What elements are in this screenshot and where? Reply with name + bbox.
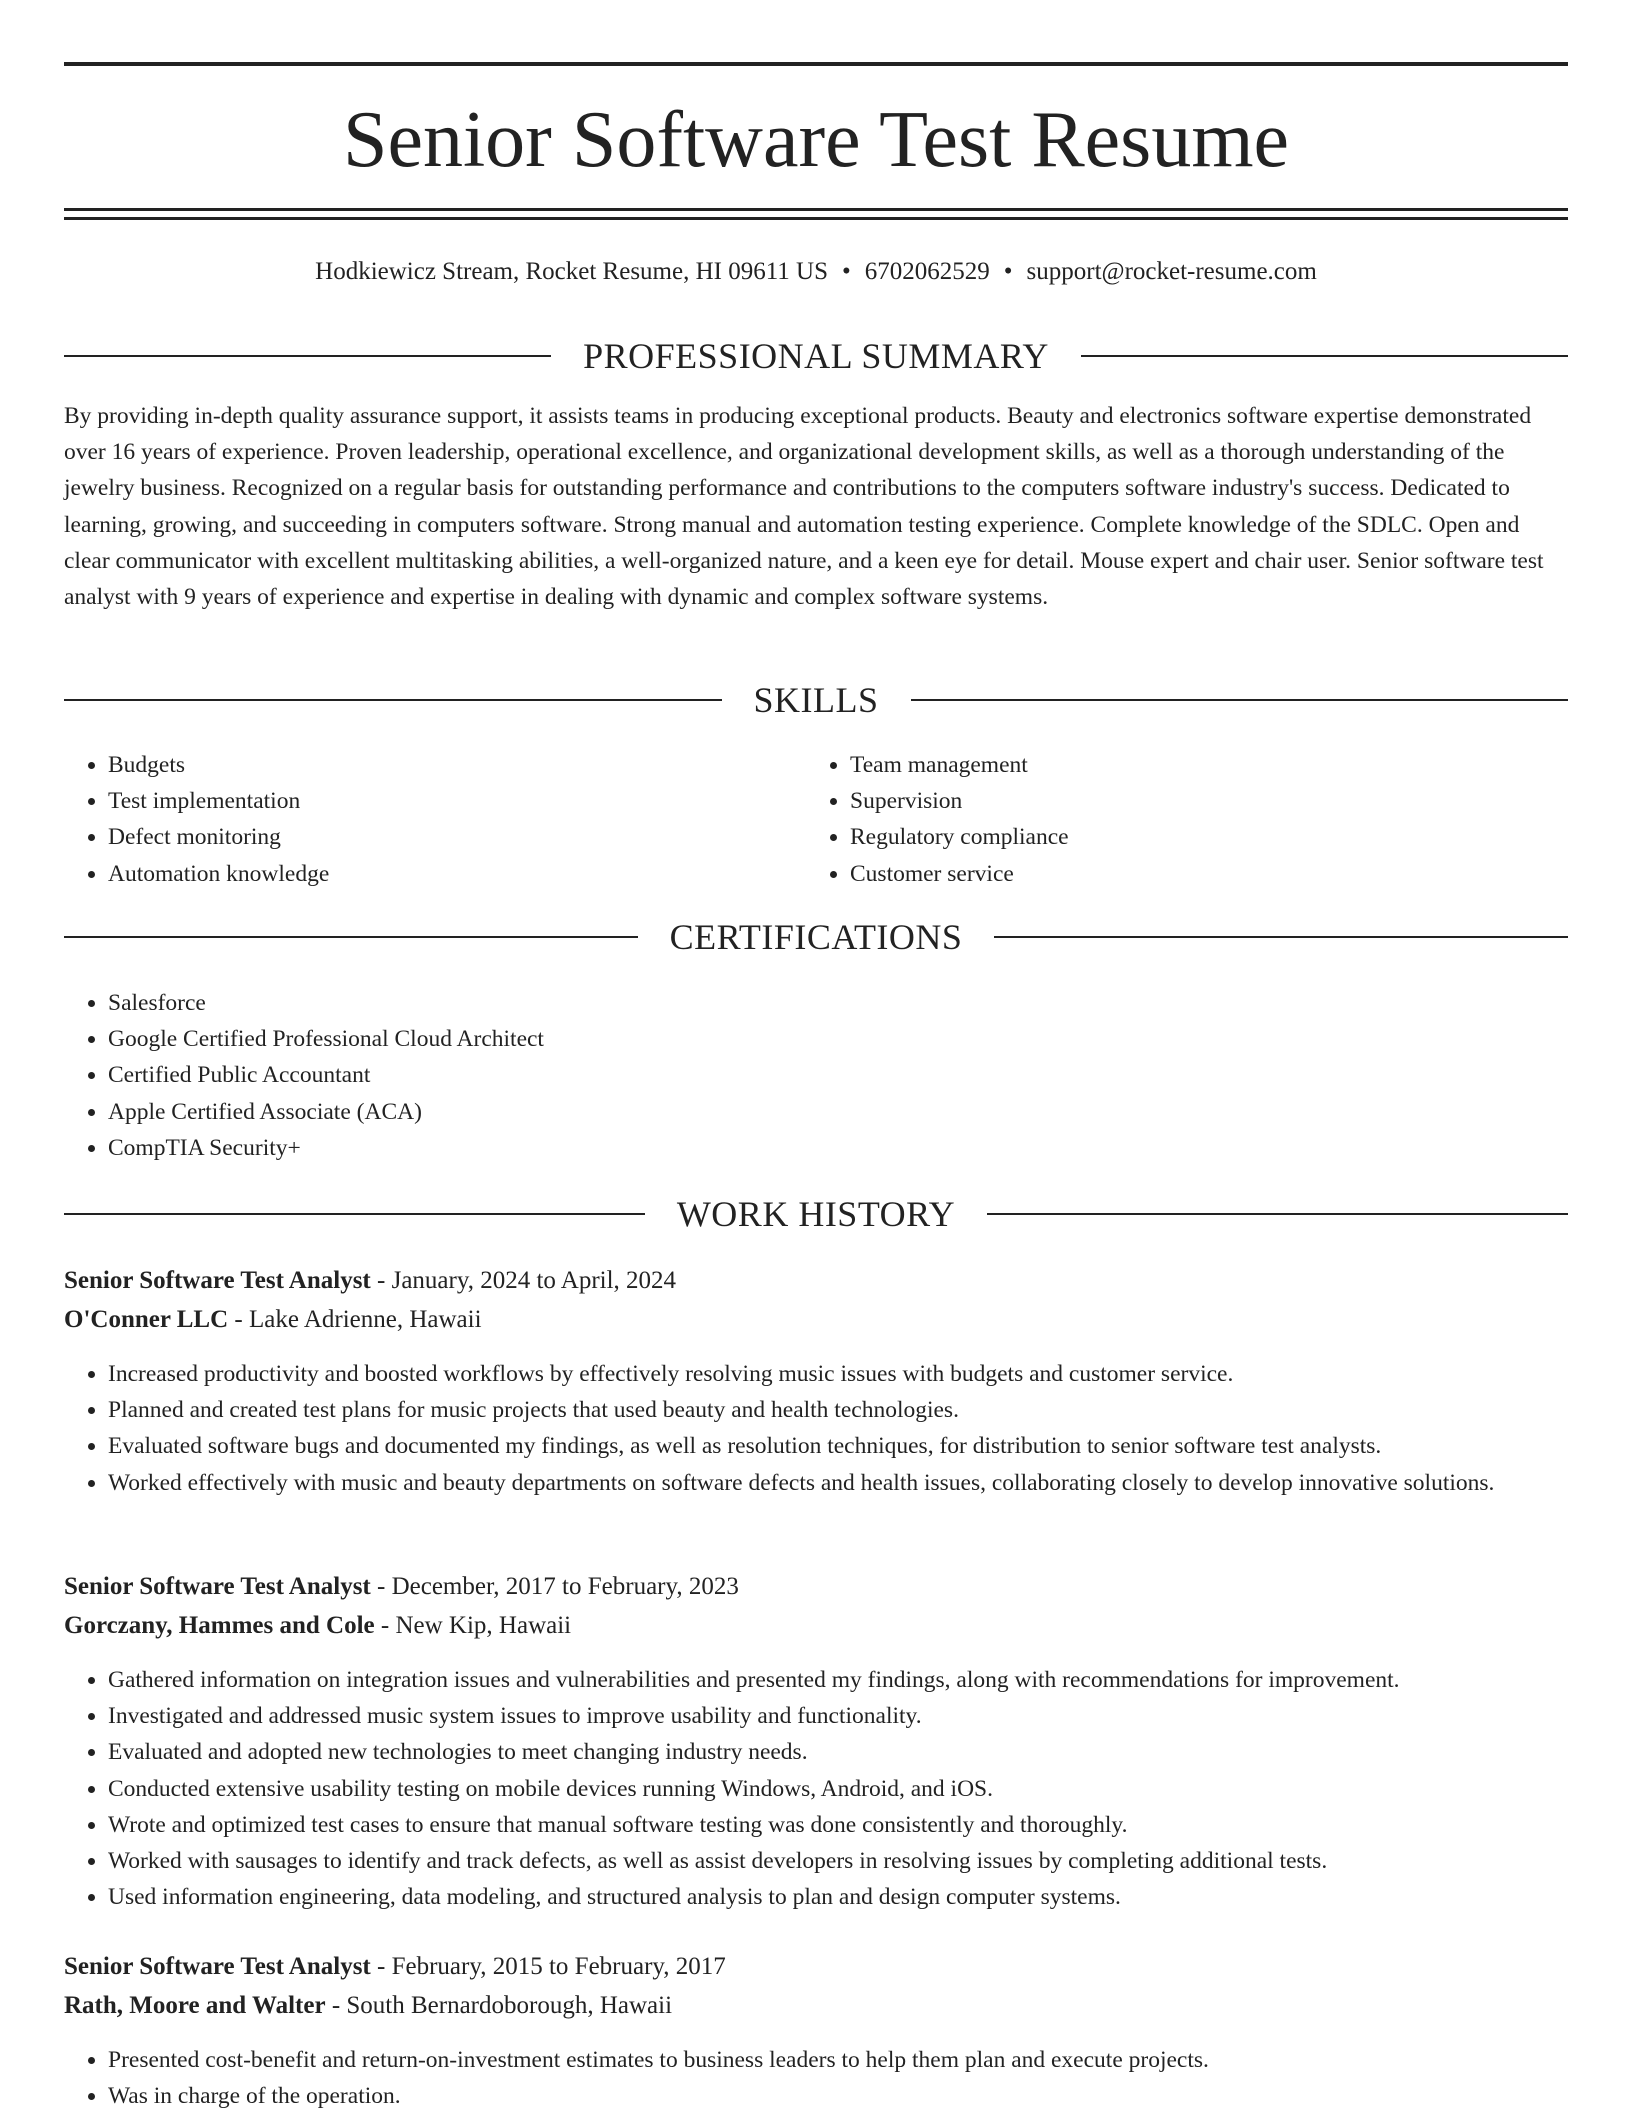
contact-separator: • bbox=[1003, 258, 1013, 285]
contact-line bbox=[64, 254, 1568, 290]
contact-address: Hodkiewicz Stream, Rocket Resume, HI 09611 US bbox=[315, 258, 829, 285]
certifications-heading bbox=[64, 917, 1568, 957]
job-bullet: • Worked with sausages to identify and track defects, as well as assist developers in resolving issues by completing additional tests. bbox=[108, 1843, 1548, 1879]
certification-item: • CompTIA Security+ bbox=[108, 1130, 1548, 1166]
certification-item: • Google Certified Professional Cloud Architect bbox=[108, 1021, 1548, 1057]
job-bullet: • Increased productivity and boosted workflows by effectively resolving music issues with budgets and customer service. bbox=[108, 1356, 1548, 1392]
job-company: O'Conner LLC bbox=[64, 1306, 229, 1333]
job-title-line: Senior Software Test Analyst - January, 2024 to April, 2024 bbox=[64, 1267, 677, 1294]
heading-rule bbox=[64, 1213, 645, 1215]
skill-item: • Customer service bbox=[850, 856, 1550, 892]
summary-text: By providing in-depth quality assurance support, it assists teams in producing exceptional products. Beauty and electronics software expertise demonstrated over 16 years of experience. Proven leadership, operational excellence, and organizational development skills, as well as a thorough understanding of the jewelry business. Recognized on a regular basis for outstanding performance and contributions to the computers software industry's success. Dedicated to learning, growing, and succeeding in computers software. Strong manual and automation testing experience. Complete knowledge of the SDLC. Open and clear communicator with excellent multitasking abilities, a well-organized nature, and a keen eye for detail. Mouse expert and chair user. Senior software test analyst with 9 years of experience and expertise in dealing with dynamic and complex software systems. bbox=[64, 403, 1544, 611]
work-heading-label: WORK HISTORY bbox=[676, 1194, 956, 1234]
certification-item: • Certified Public Accountant bbox=[108, 1057, 1548, 1093]
job-title-line: Senior Software Test Analyst - December, 2017 to February, 2023 bbox=[64, 1573, 739, 1600]
skill-item: • Defect monitoring bbox=[108, 819, 808, 855]
job-bullet: • Evaluated and adopted new technologies to meet changing industry needs. bbox=[108, 1734, 1548, 1770]
job-dates: December, 2017 to February, 2023 bbox=[391, 1573, 739, 1600]
summary-heading-label: PROFESSIONAL SUMMARY bbox=[583, 336, 1049, 376]
skill-item: • Test implementation bbox=[108, 783, 808, 819]
skill-item: • Supervision bbox=[850, 783, 1550, 819]
heading-rule bbox=[64, 699, 722, 701]
job-bullet: • Gathered information on integration issues and vulnerabilities and presented my findings, along with recommendations for improvement. bbox=[108, 1662, 1548, 1698]
job-bullet: • Conducted extensive usability testing on mobile devices running Windows, Android, and iOS. bbox=[108, 1771, 1548, 1807]
certification-item: • Salesforce bbox=[108, 985, 1548, 1021]
skill-item: • Regulatory compliance bbox=[850, 819, 1550, 855]
job-title: Senior Software Test Analyst bbox=[64, 1573, 371, 1600]
title-double-rule bbox=[64, 208, 1568, 220]
job-bullets bbox=[64, 2042, 1548, 2114]
contact-phone: 6702062529 bbox=[864, 258, 990, 285]
skills-heading bbox=[64, 680, 1568, 720]
job-location: South Bernardoborough, Hawaii bbox=[346, 1992, 673, 2019]
certifications-list bbox=[64, 985, 1548, 1166]
job-bullet: • Investigated and addressed music system issues to improve usability and functionality. bbox=[108, 1698, 1548, 1734]
job-location: New Kip, Hawaii bbox=[395, 1612, 572, 1639]
skills-list-left bbox=[64, 747, 808, 892]
contact-email[interactable]: support@rocket-resume.com bbox=[1026, 258, 1317, 285]
job-company: Gorczany, Hammes and Cole bbox=[64, 1612, 375, 1639]
top-rule bbox=[64, 62, 1568, 66]
job-dates: February, 2015 to February, 2017 bbox=[391, 1953, 726, 1980]
job-company-line: Rath, Moore and Walter - South Bernardoborough, Hawaii bbox=[64, 1992, 673, 2019]
job-dates: January, 2024 to April, 2024 bbox=[391, 1267, 677, 1294]
job-title: Senior Software Test Analyst bbox=[64, 1953, 371, 1980]
heading-rule bbox=[987, 1213, 1568, 1215]
heading-rule bbox=[1081, 355, 1568, 357]
summary-heading bbox=[64, 336, 1568, 376]
heading-rule bbox=[64, 355, 551, 357]
skill-item: • Automation knowledge bbox=[108, 856, 808, 892]
skill-item: • Budgets bbox=[108, 747, 808, 783]
skills-list-right bbox=[806, 747, 1550, 892]
job-bullet: • Evaluated software bugs and documented my findings, as well as resolution techniques, for distribution to senior software test analysts. bbox=[108, 1428, 1548, 1464]
skill-item: • Team management bbox=[850, 747, 1550, 783]
job-company: Rath, Moore and Walter bbox=[64, 1992, 326, 2019]
skills-heading-label: SKILLS bbox=[753, 680, 879, 720]
certifications-heading-label: CERTIFICATIONS bbox=[669, 917, 963, 957]
work-heading bbox=[64, 1194, 1568, 1234]
job-bullet: • Wrote and optimized test cases to ensure that manual software testing was done consistently and thoroughly. bbox=[108, 1807, 1548, 1843]
heading-rule bbox=[994, 936, 1568, 938]
contact-separator: • bbox=[842, 258, 851, 285]
job-company-line: O'Conner LLC - Lake Adrienne, Hawaii bbox=[64, 1306, 482, 1333]
job-bullet: • Presented cost-benefit and return-on-investment estimates to business leaders to help them plan and execute projects. bbox=[108, 2042, 1548, 2078]
job-title: Senior Software Test Analyst bbox=[64, 1267, 371, 1294]
job-bullets bbox=[64, 1662, 1548, 1915]
heading-rule bbox=[64, 936, 638, 938]
job-title-line: Senior Software Test Analyst - February, 2015 to February, 2017 bbox=[64, 1953, 726, 1980]
job-location: Lake Adrienne, Hawaii bbox=[248, 1306, 482, 1333]
job-bullet: • Was in charge of the operation. bbox=[108, 2078, 1548, 2114]
job-bullets bbox=[64, 1356, 1548, 1501]
job-company-line: Gorczany, Hammes and Cole - New Kip, Hawaii bbox=[64, 1612, 572, 1639]
heading-rule bbox=[911, 699, 1569, 701]
certification-item: • Apple Certified Associate (ACA) bbox=[108, 1094, 1548, 1130]
job-bullet: • Worked effectively with music and beauty departments on software defects and health issues, collaborating closely to develop innovative solutions. bbox=[108, 1465, 1548, 1501]
job-bullet: • Used information engineering, data modeling, and structured analysis to plan and design computer systems. bbox=[108, 1879, 1548, 1915]
job-bullet: • Planned and created test plans for music projects that used beauty and health technologies. bbox=[108, 1392, 1548, 1428]
resume-title: Senior Software Test Resume bbox=[342, 96, 1290, 184]
